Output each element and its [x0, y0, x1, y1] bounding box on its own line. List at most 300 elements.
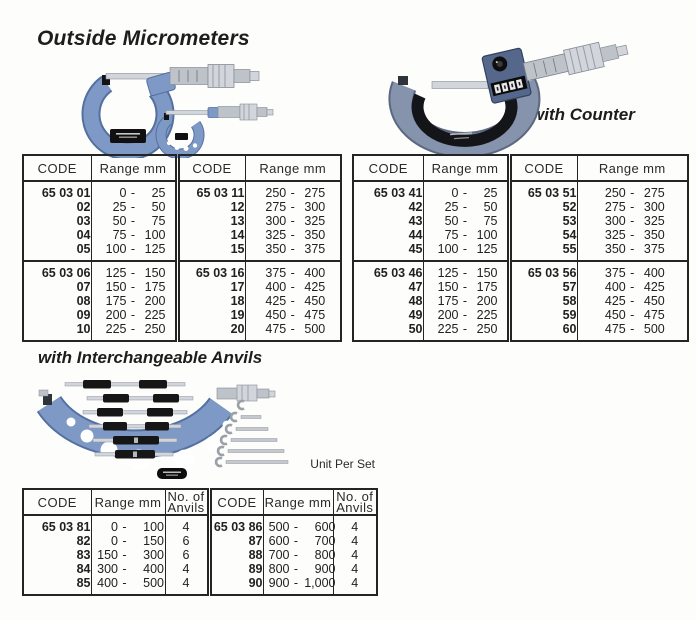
anvil-count-cell: 4 — [165, 562, 209, 576]
range-to: 300 — [143, 548, 164, 562]
range-dash: - — [290, 242, 295, 256]
range-from: 325 — [604, 228, 626, 242]
range-to: 500 — [143, 576, 164, 590]
range-from: 350 — [604, 242, 626, 256]
code-cell: 50 — [353, 322, 423, 341]
range-cell — [91, 280, 177, 294]
range-from: 175 — [105, 294, 127, 308]
range-from: 325 — [265, 228, 287, 242]
anvil-count-cell: 4 — [165, 576, 209, 595]
range-dash: - — [630, 186, 635, 200]
range-from: 600 — [268, 534, 290, 548]
range-to: 225 — [144, 308, 166, 322]
unit-per-set-label: Unit Per Set — [310, 457, 375, 471]
thimble — [208, 65, 234, 88]
table-row — [353, 228, 688, 242]
range-dash: - — [290, 200, 295, 214]
range-dash: - — [290, 294, 295, 308]
code-cell: 08 — [23, 294, 91, 308]
col-header-range: Range mm — [91, 155, 177, 181]
range-dash: - — [462, 200, 468, 214]
table-row — [23, 214, 341, 228]
table-row — [353, 308, 688, 322]
code-cell: 20 — [177, 322, 245, 341]
range-cell — [91, 181, 177, 200]
range-cell — [91, 214, 177, 228]
range-from: 400 — [265, 280, 287, 294]
range-cell — [577, 308, 688, 322]
col-header-range: Range mm — [91, 489, 165, 515]
code-cell: 83 — [23, 548, 91, 562]
table-row — [353, 322, 688, 341]
range-cell — [245, 261, 341, 280]
range-cell — [245, 200, 341, 214]
range-from: 300 — [604, 214, 626, 228]
range-dash: - — [290, 186, 295, 200]
range-from: 0 — [111, 520, 118, 534]
table-row — [23, 242, 341, 261]
code-cell: 65 03 81 — [23, 515, 91, 534]
col-header-anvils — [333, 489, 377, 515]
col-header-range: Range mm — [577, 155, 688, 181]
range-dash: - — [130, 228, 136, 242]
code-cell: 42 — [353, 200, 423, 214]
range-from: 250 — [265, 186, 287, 200]
col-header-range: Range mm — [423, 155, 509, 181]
range-from: 75 — [112, 228, 127, 242]
table-row — [23, 515, 377, 534]
range-dash: - — [290, 266, 295, 280]
range-cell — [423, 280, 509, 294]
outside-micrometers-table-right — [352, 154, 689, 342]
range-to: 125 — [144, 242, 166, 256]
range-cell — [423, 200, 509, 214]
range-from: 0 — [451, 186, 459, 200]
range-cell — [577, 280, 688, 294]
range-cell — [577, 181, 688, 200]
anvil-count-cell: 4 — [351, 576, 359, 590]
range-from: 200 — [105, 308, 127, 322]
range-cell — [423, 261, 509, 280]
range-cell — [245, 214, 341, 228]
table-row — [353, 261, 688, 280]
range-dash: - — [293, 576, 299, 590]
anvil-set-illustration — [39, 380, 288, 479]
code-cell: 12 — [177, 200, 245, 214]
code-cell: 65 03 51 — [509, 181, 577, 200]
range-from: 175 — [437, 294, 459, 308]
range-cell — [91, 200, 177, 214]
code-cell: 07 — [23, 280, 91, 294]
range-from: 300 — [97, 562, 118, 576]
outside-micrometers-photo — [48, 46, 298, 158]
thimble-assembly — [523, 36, 630, 84]
with-counter-caption: with Counter — [531, 105, 635, 124]
code-cell: 58 — [509, 294, 577, 308]
range-cell — [423, 228, 509, 242]
range-from: 700 — [268, 548, 290, 562]
range-dash: - — [122, 534, 127, 548]
range-to: 200 — [144, 294, 166, 308]
range-cell — [577, 228, 688, 242]
range-to: 400 — [304, 266, 326, 280]
range-cell — [245, 228, 341, 242]
table-row — [353, 214, 688, 228]
col-header-code: CODE — [509, 155, 577, 181]
range-dash: - — [293, 534, 299, 548]
range-cell — [577, 200, 688, 214]
range-from: 800 — [268, 562, 290, 576]
range-dash: - — [630, 280, 635, 294]
range-dash: - — [630, 242, 635, 256]
range-to: 150 — [143, 534, 164, 548]
code-cell: 90 — [209, 576, 263, 595]
range-from: 25 — [112, 200, 127, 214]
code-cell: 10 — [23, 322, 91, 341]
code-cell: 17 — [177, 280, 245, 294]
range-to: 900 — [314, 562, 336, 576]
range-dash: - — [130, 266, 136, 280]
range-dash: - — [130, 294, 136, 308]
frame-label — [157, 468, 187, 479]
range-cell — [91, 562, 165, 576]
header-row — [23, 155, 341, 181]
range-from: 225 — [437, 322, 459, 336]
range-to: 175 — [476, 280, 498, 294]
range-to: 1,000 — [304, 576, 336, 590]
anvil-count-cell: 6 — [165, 548, 209, 562]
code-cell: 49 — [353, 308, 423, 322]
code-cell: 52 — [509, 200, 577, 214]
range-from: 400 — [97, 576, 118, 590]
range-from: 125 — [437, 266, 459, 280]
range-from: 475 — [604, 322, 626, 336]
range-from: 275 — [265, 200, 287, 214]
anvil-count-cell: 4 — [351, 562, 359, 576]
range-dash: - — [122, 562, 127, 576]
range-cell — [577, 294, 688, 308]
page-title: Outside Micrometers — [37, 27, 250, 50]
col-header-range: Range mm — [263, 489, 333, 515]
range-cell — [263, 562, 336, 576]
interchangeable-anvil-set-photo — [35, 372, 345, 485]
range-cell — [263, 576, 336, 595]
range-from: 50 — [444, 214, 459, 228]
anvil-count-cell: 4 — [351, 534, 359, 548]
code-cell: 59 — [509, 308, 577, 322]
range-cell — [577, 261, 688, 280]
range-cell — [91, 322, 177, 341]
table-row — [353, 280, 688, 294]
range-from: 425 — [604, 294, 626, 308]
code-cell: 02 — [23, 200, 91, 214]
code-cell: 65 03 46 — [353, 261, 423, 280]
range-to: 425 — [643, 280, 665, 294]
sleeve — [170, 68, 208, 85]
range-dash: - — [130, 322, 136, 336]
range-from: 900 — [268, 576, 290, 590]
table-row — [23, 261, 341, 280]
range-cell — [91, 576, 165, 595]
code-cell: 44 — [353, 228, 423, 242]
range-to: 25 — [483, 186, 498, 200]
range-to: 325 — [304, 214, 326, 228]
range-dash: - — [630, 294, 635, 308]
range-cell — [91, 308, 177, 322]
range-cell — [577, 214, 688, 228]
range-from: 150 — [97, 548, 118, 562]
code-cell: 13 — [177, 214, 245, 228]
range-cell — [91, 548, 165, 562]
range-dash: - — [122, 520, 127, 534]
range-dash: - — [630, 200, 635, 214]
range-to: 100 — [143, 520, 164, 534]
range-cell — [263, 534, 336, 548]
range-dash: - — [462, 214, 468, 228]
range-to: 275 — [304, 186, 326, 200]
range-cell — [91, 261, 177, 280]
range-from: 475 — [265, 322, 287, 336]
col-header-code: CODE — [353, 155, 423, 181]
anvil-count-cell: 6 — [165, 534, 209, 548]
range-to: 400 — [643, 266, 665, 280]
range-dash: - — [462, 228, 468, 242]
range-dash: - — [290, 228, 295, 242]
range-cell — [263, 548, 336, 562]
table-row — [353, 200, 688, 214]
code-cell: 55 — [509, 242, 577, 261]
range-to: 300 — [304, 200, 326, 214]
table-row — [23, 322, 341, 341]
col-header-code: CODE — [177, 155, 245, 181]
range-to: 50 — [151, 200, 166, 214]
range-to: 175 — [144, 280, 166, 294]
range-dash: - — [290, 308, 295, 322]
range-cell — [423, 242, 509, 261]
range-from: 425 — [265, 294, 287, 308]
range-dash: - — [293, 562, 299, 576]
range-dash: - — [130, 200, 136, 214]
range-to: 100 — [476, 228, 498, 242]
range-dash: - — [462, 280, 468, 294]
range-dash: - — [462, 294, 468, 308]
code-cell: 65 03 41 — [353, 181, 423, 200]
range-to: 150 — [144, 266, 166, 280]
code-cell: 65 03 86 — [209, 515, 263, 534]
anvil-count-cell: 4 — [165, 515, 209, 534]
range-to: 600 — [314, 520, 336, 534]
range-to: 500 — [304, 322, 326, 336]
anvils-header-line1: No. of — [336, 488, 374, 504]
range-dash: - — [630, 266, 635, 280]
anvil-count-cell: 4 — [351, 520, 359, 534]
range-cell — [91, 228, 177, 242]
range-cell — [91, 534, 165, 548]
code-cell: 09 — [23, 308, 91, 322]
range-cell — [91, 515, 165, 534]
range-to: 400 — [143, 562, 164, 576]
range-from: 0 — [111, 534, 118, 548]
code-cell: 65 03 11 — [177, 181, 245, 200]
table-row — [353, 242, 688, 261]
code-cell: 65 03 01 — [23, 181, 91, 200]
code-cell: 65 03 06 — [23, 261, 91, 280]
code-cell: 04 — [23, 228, 91, 242]
range-from: 500 — [268, 520, 290, 534]
range-dash: - — [630, 214, 635, 228]
range-from: 75 — [444, 228, 459, 242]
table-row — [23, 308, 341, 322]
range-to: 450 — [304, 294, 326, 308]
col-header-range: Range mm — [245, 155, 341, 181]
range-from: 375 — [604, 266, 626, 280]
code-cell: 89 — [209, 562, 263, 576]
range-to: 475 — [304, 308, 326, 322]
range-from: 400 — [604, 280, 626, 294]
col-header-code: CODE — [23, 489, 91, 515]
range-dash: - — [462, 266, 468, 280]
code-cell: 65 03 56 — [509, 261, 577, 280]
range-to: 125 — [476, 242, 498, 256]
code-cell: 03 — [23, 214, 91, 228]
range-dash: - — [462, 186, 468, 200]
range-from: 150 — [437, 280, 459, 294]
range-to: 75 — [483, 214, 498, 228]
code-cell: 48 — [353, 294, 423, 308]
range-to: 50 — [483, 200, 498, 214]
range-dash: - — [293, 548, 299, 562]
range-to: 475 — [643, 308, 665, 322]
code-cell: 53 — [509, 214, 577, 228]
anvils-header-line1: No. of — [167, 488, 205, 504]
range-cell — [577, 322, 688, 341]
range-cell — [245, 242, 341, 261]
range-to: 375 — [304, 242, 326, 256]
code-cell: 54 — [509, 228, 577, 242]
range-dash: - — [130, 308, 136, 322]
range-cell — [423, 294, 509, 308]
anvil-count-cell: 4 — [351, 548, 359, 562]
range-from: 350 — [265, 242, 287, 256]
range-from: 125 — [105, 266, 127, 280]
outside-micrometers-table-left — [22, 154, 342, 342]
range-dash: - — [130, 214, 136, 228]
range-from: 0 — [119, 186, 127, 200]
code-cell: 45 — [353, 242, 423, 261]
counter-micrometer-illustration — [398, 36, 630, 145]
range-cell — [245, 322, 341, 341]
range-from: 225 — [105, 322, 127, 336]
code-cell: 87 — [209, 534, 263, 548]
table-row — [23, 534, 377, 548]
col-header-code: CODE — [209, 489, 263, 515]
table-row — [23, 280, 341, 294]
range-to: 500 — [643, 322, 665, 336]
range-dash: - — [130, 186, 136, 200]
range-from: 275 — [604, 200, 626, 214]
range-to: 100 — [144, 228, 166, 242]
code-cell: 88 — [209, 548, 263, 562]
range-dash: - — [462, 308, 468, 322]
range-from: 150 — [105, 280, 127, 294]
range-from: 300 — [265, 214, 287, 228]
range-dash: - — [630, 228, 635, 242]
code-cell: 57 — [509, 280, 577, 294]
code-cell: 18 — [177, 294, 245, 308]
range-dash: - — [630, 322, 635, 336]
code-cell: 84 — [23, 562, 91, 576]
code-cell: 15 — [177, 242, 245, 261]
range-to: 350 — [304, 228, 326, 242]
header-row — [353, 155, 688, 181]
range-from: 100 — [437, 242, 459, 256]
range-from: 450 — [265, 308, 287, 322]
table-row — [23, 181, 341, 200]
range-to: 275 — [643, 186, 665, 200]
range-to: 375 — [643, 242, 665, 256]
range-to: 250 — [144, 322, 166, 336]
range-cell — [423, 181, 509, 200]
code-cell: 47 — [353, 280, 423, 294]
header-row — [23, 489, 377, 515]
range-dash: - — [130, 280, 136, 294]
range-from: 100 — [105, 242, 127, 256]
range-to: 350 — [643, 228, 665, 242]
range-dash: - — [290, 280, 295, 294]
range-cell — [245, 308, 341, 322]
range-dash: - — [290, 214, 295, 228]
code-cell: 82 — [23, 534, 91, 548]
range-cell — [423, 322, 509, 341]
code-cell: 05 — [23, 242, 91, 261]
anvils-header-line2: Anvils — [167, 500, 205, 515]
range-to: 200 — [476, 294, 498, 308]
spindle — [432, 82, 488, 89]
range-cell — [263, 515, 336, 534]
range-to: 450 — [643, 294, 665, 308]
range-dash: - — [122, 576, 127, 590]
small-micrometer-illustration — [161, 104, 273, 154]
range-from: 50 — [112, 214, 127, 228]
range-dash: - — [130, 242, 136, 256]
table-row — [353, 181, 688, 200]
range-dash: - — [293, 520, 299, 534]
col-header-code: CODE — [23, 155, 91, 181]
range-dash: - — [462, 242, 468, 256]
range-cell — [245, 181, 341, 200]
table-row — [23, 562, 377, 576]
range-from: 375 — [265, 266, 287, 280]
anvil-tip — [398, 76, 408, 85]
range-to: 75 — [151, 214, 166, 228]
code-cell: 19 — [177, 308, 245, 322]
range-from: 450 — [604, 308, 626, 322]
range-to: 700 — [314, 534, 336, 548]
interchangeable-anvils-caption: with Interchangeable Anvils — [38, 348, 263, 367]
counter-body — [482, 48, 532, 104]
code-cell: 60 — [509, 322, 577, 341]
code-cell: 43 — [353, 214, 423, 228]
range-dash: - — [122, 548, 127, 562]
anvils-header-line2: Anvils — [336, 500, 374, 515]
range-to: 800 — [314, 548, 336, 562]
range-cell — [577, 242, 688, 261]
range-from: 200 — [437, 308, 459, 322]
table-row — [23, 200, 341, 214]
col-header-anvils — [165, 489, 209, 515]
range-cell — [423, 308, 509, 322]
anvil-sets-table — [22, 488, 378, 596]
